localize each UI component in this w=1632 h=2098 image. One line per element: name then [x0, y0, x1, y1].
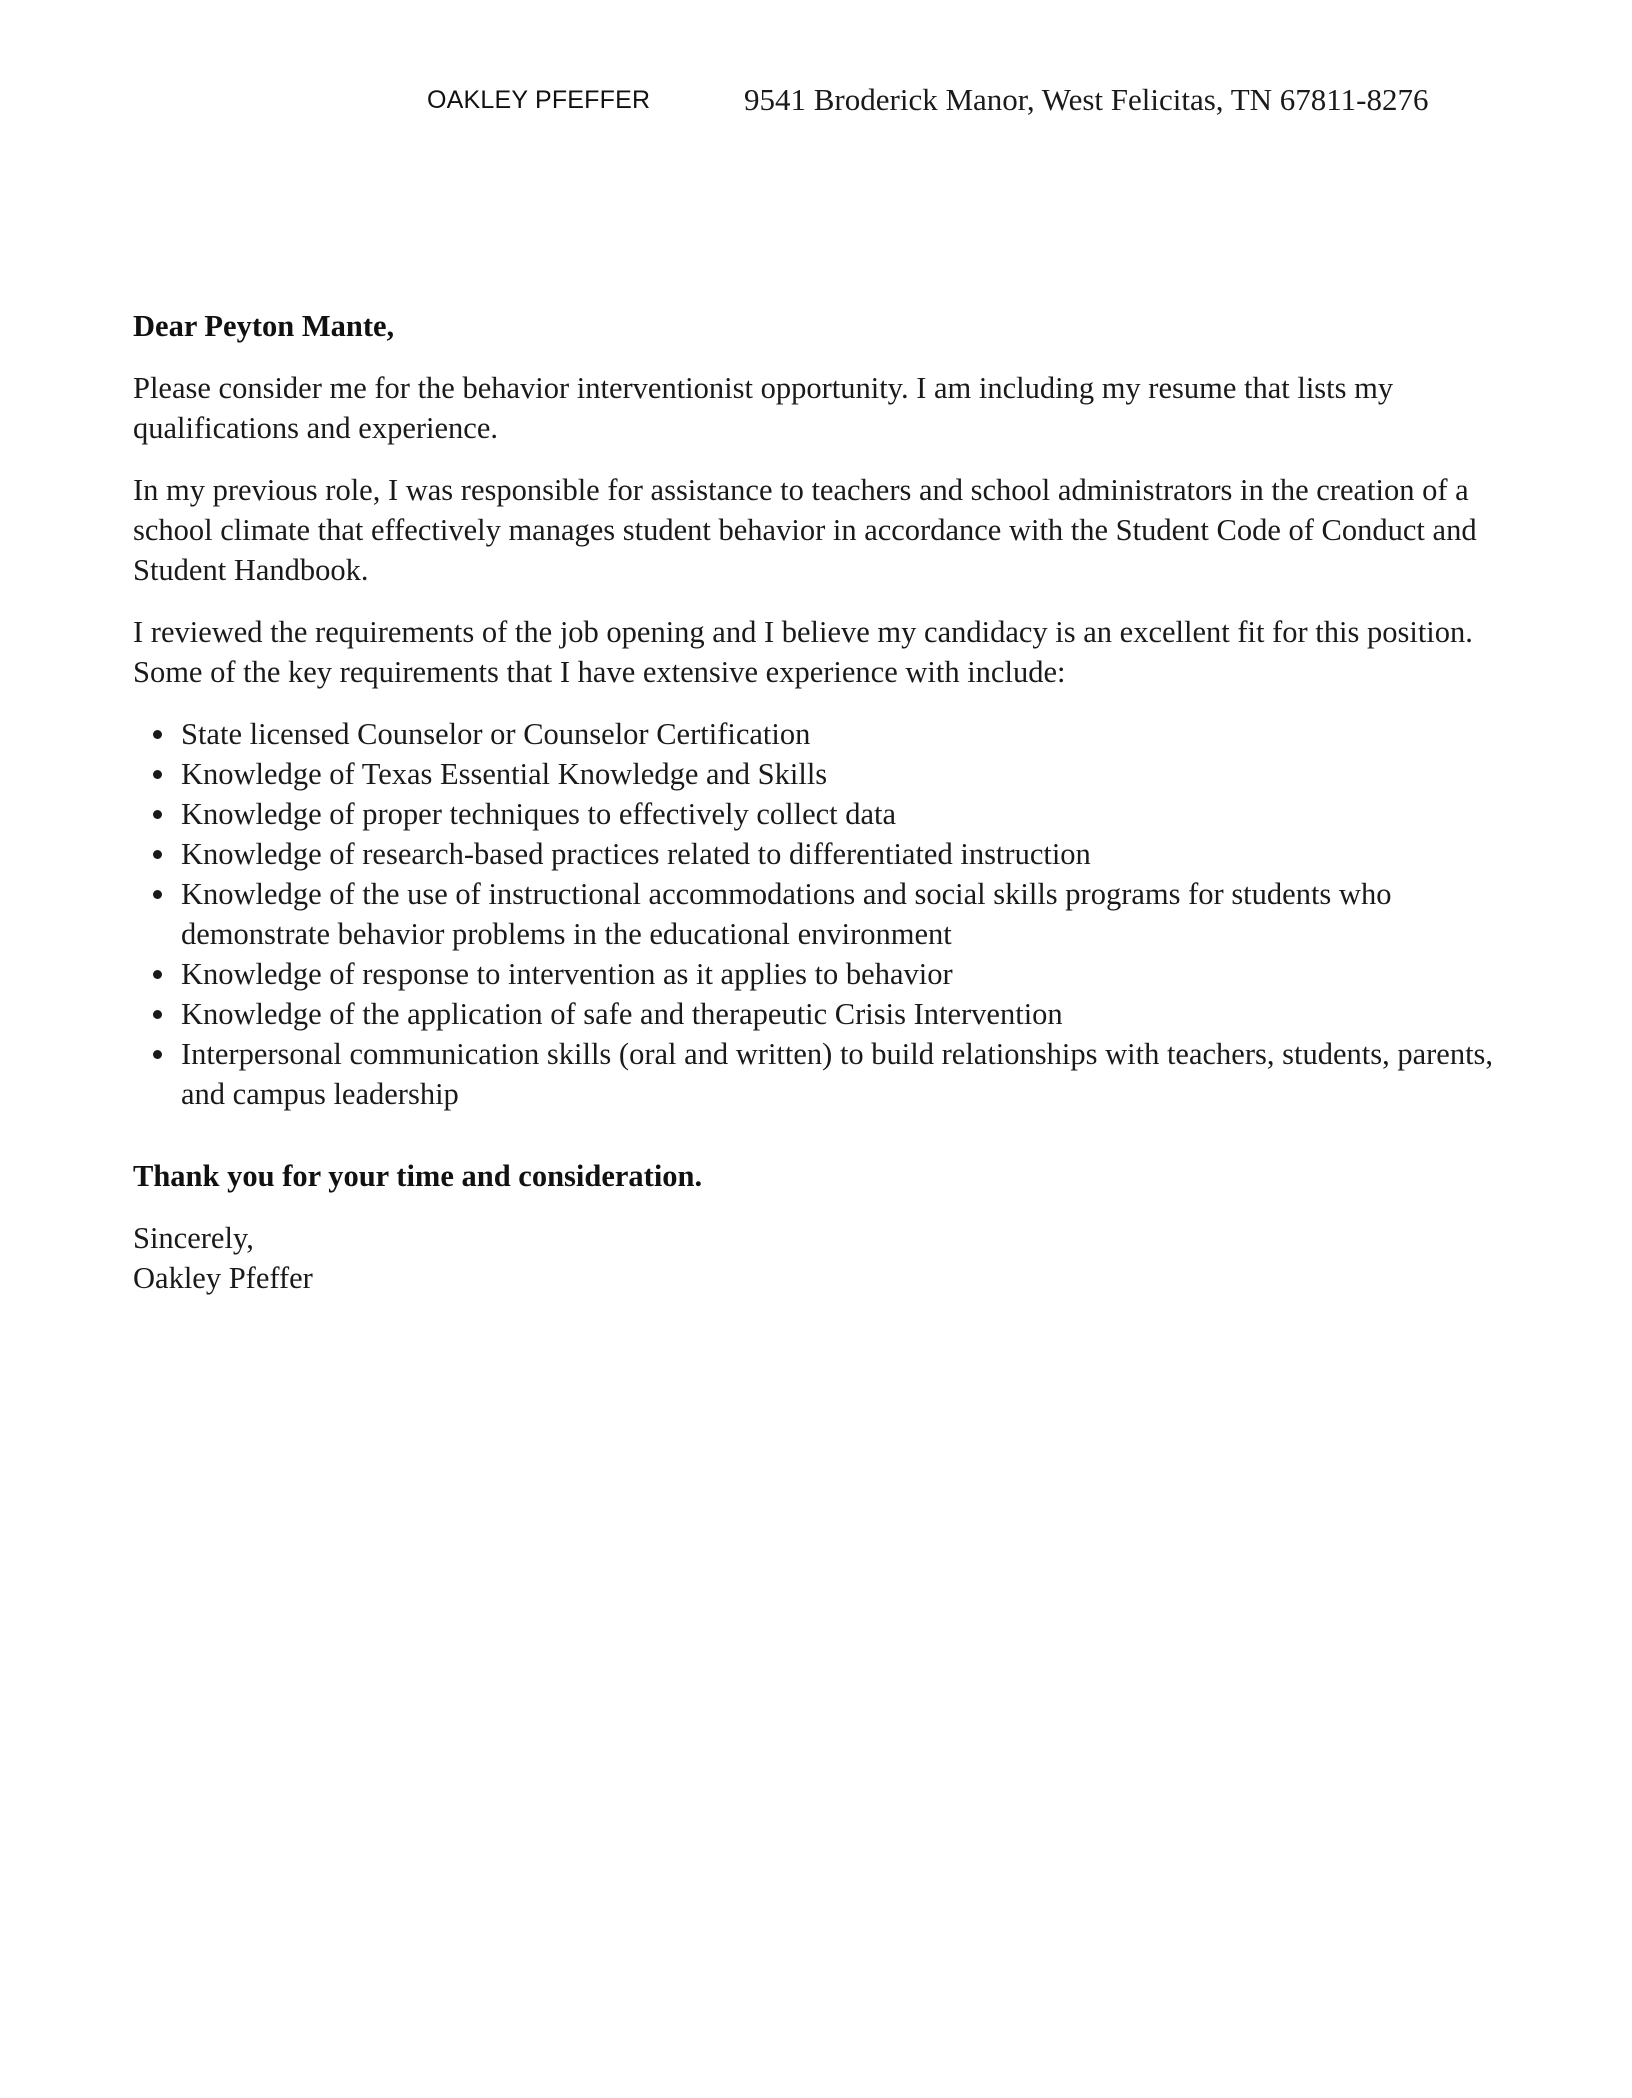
signoff: Sincerely,: [133, 1221, 254, 1255]
list-item: [181, 994, 1503, 1034]
bullet-icon: [153, 810, 162, 819]
signature-name: Oakley Pfeffer: [133, 1261, 313, 1295]
list-item-text: State licensed Counselor or Counselor Certification: [181, 717, 811, 751]
list-item-text: Knowledge of response to intervention as it applies to behavior: [181, 957, 953, 991]
list-item: [181, 834, 1503, 874]
list-item-text: Knowledge of the application of safe and therapeutic Crisis Intervention: [181, 997, 1063, 1031]
letter-header: [0, 82, 1632, 122]
paragraph-previous-role: In my previous role, I was responsible for assistance to teachers and school administrators in the creation of a school climate that effectively manages student behavior in accordance with the Student Code of Conduct and Student Handbook.: [133, 473, 1477, 587]
requirements-list: [133, 714, 1503, 1114]
signoff-block: [133, 1218, 1503, 1298]
paragraph-requirements-intro: I reviewed the requirements of the job opening and I believe my candidacy is an excellent fit for this position. Some of the key requirements that I have extensive experience with include:: [133, 615, 1473, 689]
list-item-text: Knowledge of the use of instructional accommodations and social skills programs for students who demonstrate behavior problems in the educational environment: [181, 877, 1392, 951]
paragraph-intro: Please consider me for the behavior interventionist opportunity. I am including my resume that lists my qualifications and experience.: [133, 371, 1394, 445]
bullet-icon: [153, 730, 162, 739]
list-item: [181, 754, 1503, 794]
bullet-icon: [153, 850, 162, 859]
closing-line: Thank you for your time and consideration.: [133, 1159, 703, 1193]
sender-name: OAKLEY PFEFFER: [427, 86, 651, 114]
list-item-text: Interpersonal communication skills (oral and written) to build relationships with teachers, students, parents, and campus leadership: [181, 1037, 1494, 1111]
list-item-text: Knowledge of Texas Essential Knowledge and Skills: [181, 757, 828, 791]
sender-address: 9541 Broderick Manor, West Felicitas, TN 67811-8276: [744, 82, 1429, 117]
bullet-icon: [153, 1050, 162, 1059]
bullet-icon: [153, 770, 162, 779]
list-item: [181, 714, 1503, 754]
bullet-icon: [153, 1010, 162, 1019]
bullet-icon: [153, 890, 162, 899]
list-item: [181, 1034, 1503, 1114]
list-item-text: Knowledge of proper techniques to effectively collect data: [181, 797, 897, 831]
list-item-text: Knowledge of research-based practices related to differentiated instruction: [181, 837, 1091, 871]
bullet-icon: [153, 970, 162, 979]
list-item: [181, 954, 1503, 994]
letter-body: [133, 306, 1503, 1298]
list-item: [181, 794, 1503, 834]
list-item: [181, 874, 1503, 954]
salutation: Dear Peyton Mante,: [133, 309, 395, 343]
